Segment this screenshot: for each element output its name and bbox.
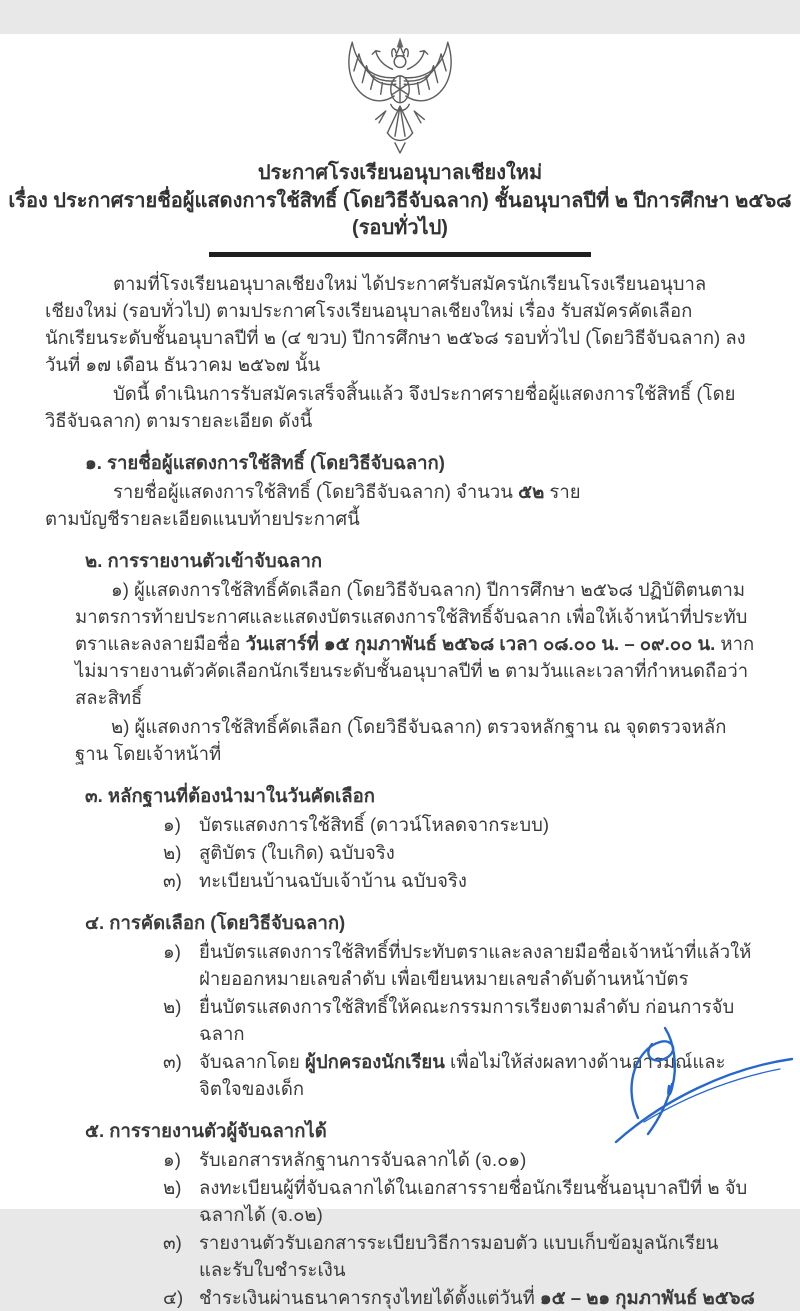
intro-paragraph-2: บัดนี้ ดำเนินการรับสมัครเสร็จสิ้นแล้ว จึงประกาศรายชื่อผู้แสดงการใช้สิทธิ์ (โดยวิธีจับฉลาก) ตามรายละเอียด ดังนี้ (45, 382, 736, 431)
section-3-heading: ๓. หลักฐานที่ต้องนำมาในวันคัดเลือก (85, 784, 375, 806)
document-title: ประกาศโรงเรียนอนุบาลเชียงใหม่ (257, 162, 543, 184)
section-3 (45, 782, 755, 894)
section-1-line-2: ตามบัญชีรายละเอียดแนบท้ายประกาศนี้ (45, 507, 360, 529)
document-page (0, 34, 800, 1308)
list-item (163, 1229, 755, 1283)
item-text: จับฉลากโดย ผู้ปกครองนักเรียน เพื่อไม่ให้ส่งผลทางด้านอารมณ์และจิตใจของเด็ก (199, 1050, 726, 1099)
item-text: ยื่นบัตรแสดงการใช้สิทธิ์ให้คณะกรรมการเรียงตามลำดับ ก่อนการจับฉลาก (199, 995, 735, 1044)
item-text: รับเอกสารหลักฐานการจับฉลากได้ (จ.๐๑) (199, 1148, 527, 1170)
item-text: ทะเบียนบ้านฉบับเจ้าบ้าน ฉบับจริง (199, 869, 467, 891)
document-subject-line: เรื่อง ประกาศรายชื่อผู้แสดงการใช้สิทธิ์ (โดยวิธีจับฉลาก) ชั้นอนุบาลปีที่ ๒ ปีการศึกษา ๒๕๖๘ (รอบทั่วไป) (8, 189, 792, 240)
item-number: ๓) (163, 1050, 182, 1072)
item-text: ยื่นบัตรแสดงการใช้สิทธิ์ที่ประทับตราและลงลายมือชื่อเจ้าหน้าที่แล้วให้ฝ่ายออกหมายเลขลำดับ เพื่อเขียนหมายเลขลำดับด้านหน้าบัตร (199, 940, 752, 989)
item-text: บัตรแสดงการใช้สิทธิ์ (ดาวน์โหลดจากระบบ) (199, 813, 550, 835)
intro-paragraph-1: ตามที่โรงเรียนอนุบาลเชียงใหม่ ได้ประกาศรับสมัครนักเรียนโรงเรียนอนุบาลเชียงใหม่ (รอบทั่วไป) ตามประกาศโรงเรียนอนุบาลเชียงใหม่ เรื่อง รับสมัครคัดเลือกนักเรียนระดับชั้นอนุบาลปีที่ ๒ (๔ ขวบ) ปีการศึกษา ๒๕๖๘ รอบทั่วไป (โดยวิธีจับฉลาก) ลงวันที่ ๑๗ เดือน ธันวาคม ๒๕๖๗ นั้น (45, 272, 746, 375)
garuda-emblem-icon (337, 34, 463, 158)
list-item (163, 839, 755, 866)
section-1-heading: ๑. รายชื่อผู้แสดงการใช้สิทธิ์ (โดยวิธีจับฉลาก) (85, 451, 445, 473)
item-number: ๓) (163, 1231, 182, 1253)
item-number: ๒) (163, 995, 182, 1017)
item-number: ๑) (163, 1148, 181, 1170)
section-2-heading: ๒. การรายงานตัวเข้าจับฉลาก (85, 549, 323, 571)
item-text: สูติบัตร (ใบเกิด) ฉบับจริง (199, 841, 395, 863)
list-item (163, 1284, 755, 1311)
section-2-item-2: ๒) ผู้แสดงการใช้สิทธิ์คัดเลือก (โดยวิธีจับฉลาก) ตรวจหลักฐาน ณ จุดตรวจหลักฐาน โดยเจ้าหน้าที่ (75, 715, 727, 764)
list-item (163, 867, 755, 894)
item-number: ๓) (163, 869, 182, 891)
item-text: รายงานตัวรับเอกสารระเบียบวิธีการมอบตัว แบบเก็บข้อมูลนักเรียน และรับใบชำระเงิน (199, 1231, 719, 1280)
item-text: ลงทะเบียนผู้ที่จับฉลากได้ในเอกสารรายชื่อนักเรียนชั้นอนุบาลปีที่ ๒ จับฉลากได้ (จ.๐๒) (199, 1176, 748, 1225)
item-number: ๑) (163, 940, 181, 962)
item-text: ชำระเงินผ่านธนาคารกรุงไทยได้ตั้งแต่วันที่ ๑๕ – ๒๑ กุมภาพันธ์ ๒๕๖๘ (199, 1286, 755, 1308)
item-number: ๒) (163, 1176, 182, 1198)
item-number: ๔) (163, 1286, 184, 1308)
item-number: ๑) (163, 813, 181, 835)
section-2-item-1: ๑) ผู้แสดงการใช้สิทธิ์คัดเลือก (โดยวิธีจับฉลาก) ปีการศึกษา ๒๕๖๘ ปฏิบัติตนตามมาตรการท้ายประกาศและแสดงบัตรแสดงการใช้สิทธิ์จับฉลาก เพื่อให้เจ้าหน้าที่ประทับตราและลงลายมือชื่อ วันเสาร์ที่ ๑๕ กุมภาพันธ์ ๒๕๖๘ เวลา ๐๘.๐๐ น. – ๐๙.๐๐ น. หากไม่มารายงานตัวคัดเลือกนักเรียนระดับชั้นอนุบาลปีที่ ๒ ตามวันและเวลาที่กำหนดถือว่าสละสิทธิ์ (75, 578, 755, 708)
section-1-line-1: รายชื่อผู้แสดงการใช้สิทธิ์ (โดยวิธีจับฉลาก) จำนวน ๕๒ ราย (113, 480, 581, 502)
section-4-heading: ๔. การคัดเลือก (โดยวิธีจับฉลาก) (85, 911, 346, 933)
title-divider-bar (209, 252, 591, 257)
list-item (163, 1174, 755, 1228)
section-2 (45, 547, 755, 767)
signature-icon (608, 1022, 798, 1157)
section-1 (45, 449, 755, 532)
list-item (163, 938, 755, 992)
section-5-heading: ๕. การรายงานตัวผู้จับฉลากได้ (85, 1119, 327, 1141)
list-item (163, 811, 755, 838)
item-number: ๒) (163, 841, 182, 863)
